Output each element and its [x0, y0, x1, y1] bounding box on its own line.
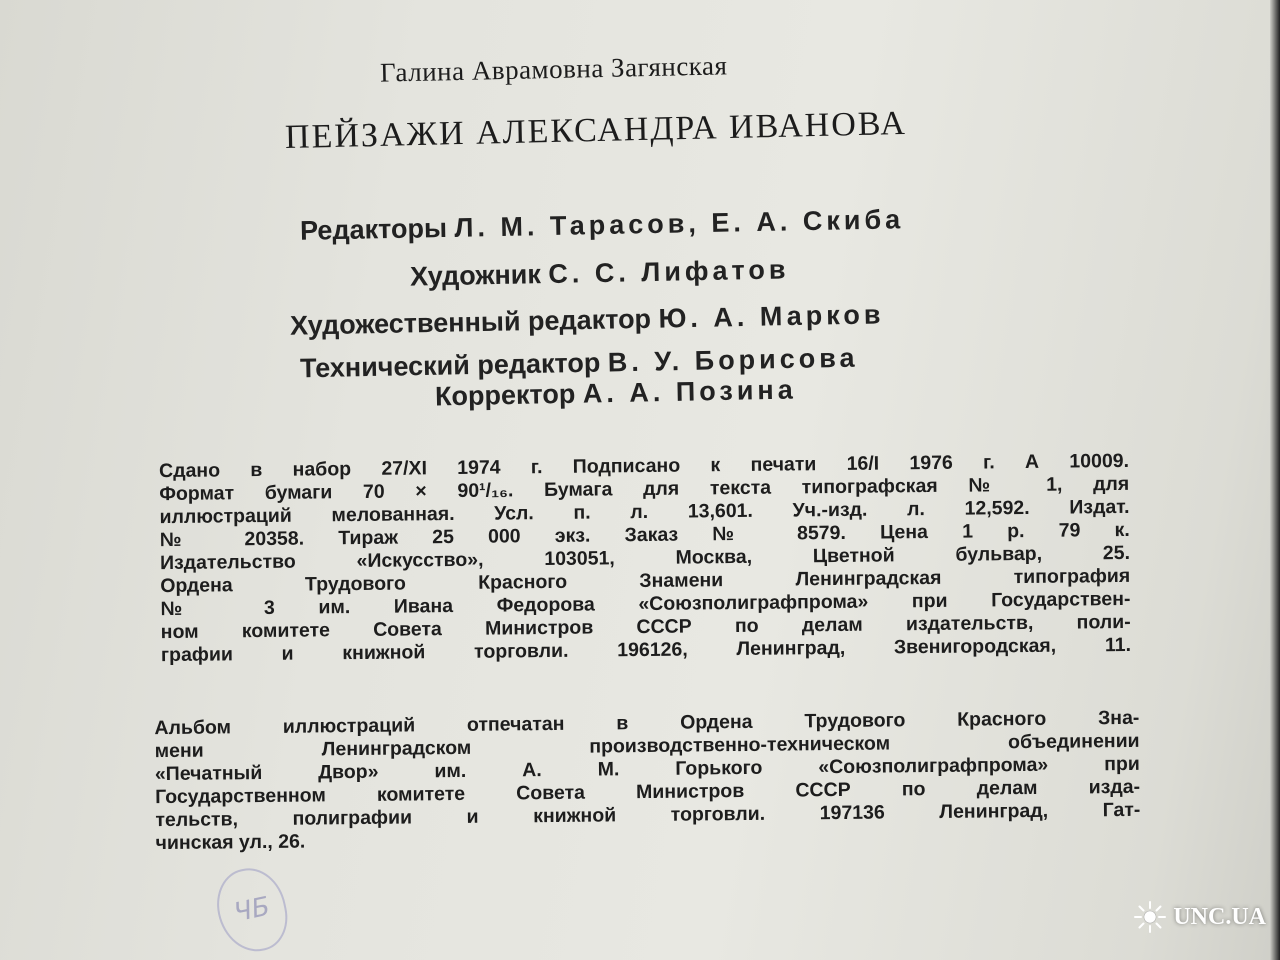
imprint-line: № 3 им. Ивана Федорова «Союзполиграфпрома» при Государствен- [160, 587, 1131, 621]
imprint-line: чинская ул., 26. [155, 830, 306, 855]
credit-role: Художественный редактор [289, 303, 652, 341]
imprint-line: Альбом иллюстраций отпечатан в Ордена Трудового Красного Зна- [154, 706, 1140, 740]
credit-role: Технический редактор [299, 347, 601, 384]
imprint-line: «Печатный Двор» им. А. М. Горького «Союзполиграфпрома» при [154, 752, 1140, 786]
imprint-line: графии и книжной торговли. 196126, Ленинград, Звенигородская, 11. [160, 633, 1132, 667]
credit-person: А. А. Позина [582, 374, 797, 409]
watermark [1133, 900, 1266, 934]
credit-artist [410, 254, 790, 292]
book-title: ПЕЙЗАЖИ АЛЕКСАНДРА ИВАНОВА [284, 104, 908, 157]
imprint-line: мени Ленинградском производственно-техническом объединении [154, 729, 1140, 763]
imprint-main [159, 450, 1131, 667]
credit-art-editor [290, 299, 885, 341]
credit-person: Л. М. Тарасов, Е. А. Скиба [454, 204, 905, 243]
imprint-line: Государственном комитете Совета Министров СССР по делам изда- [155, 775, 1141, 809]
credit-editors [300, 204, 905, 247]
imprint-line: № 20358. Тираж 25 000 экз. Заказ № 8579. Цена 1 р. 79 к. [159, 518, 1130, 552]
credit-role: Корректор [434, 378, 576, 412]
imprint-line: Ордена Трудового Красного Знамени Ленинградская типография [160, 564, 1131, 598]
credit-role: Художник [409, 259, 542, 292]
credit-person: С. С. Лифатов [548, 254, 790, 289]
imprint-line: Сдано в набор 27/XI 1974 г. Подписано к печати 16/I 1976 г. А 10009. [158, 449, 1130, 483]
page-edge [1270, 0, 1280, 960]
credit-person: В. У. Борисова [607, 342, 859, 378]
imprint-line: ном комитете Совета Министров СССР по делам издательств, поли- [160, 610, 1131, 644]
watermark-text: UNC.UA [1173, 903, 1266, 930]
credit-role: Редакторы [299, 212, 448, 246]
credit-person: Ю. А. Марков [658, 299, 885, 334]
author-name: Галина Аврамовна Загянская [379, 50, 728, 88]
imprint-line: тельств, полиграфии и книжной торговли. 197136 Ленинград, Гат- [155, 798, 1141, 832]
imprint-line: Формат бумаги 70 × 90¹/₁₆. Бумага для текста типографская № 1, для [159, 472, 1130, 506]
ink-stamp: ЧБ [210, 862, 294, 958]
imprint-line: иллюстраций мелованная. Усл. п. л. 13,601. Уч.-изд. л. 12,592. Издат. [159, 495, 1130, 529]
imprint-album [154, 707, 1140, 855]
sun-icon [1133, 900, 1167, 934]
imprint-line: Издательство «Искусство», 103051, Москва, Цветной бульвар, 25. [159, 541, 1131, 575]
credit-proofreader [435, 375, 797, 413]
